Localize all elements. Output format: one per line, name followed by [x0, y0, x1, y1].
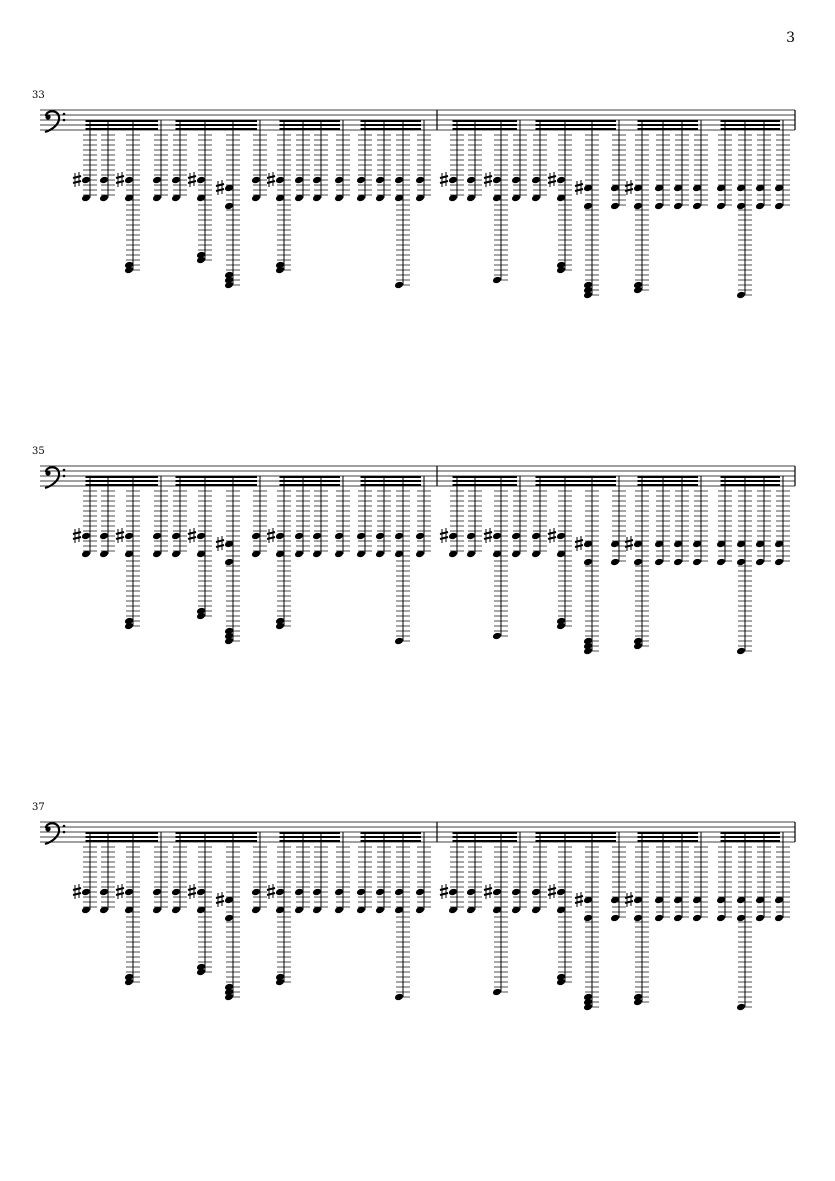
beam: [280, 124, 341, 126]
beam: [176, 124, 258, 126]
beam: [638, 840, 699, 842]
beam: [453, 480, 518, 482]
beam: [280, 840, 341, 842]
staff-system-graphics-3: [40, 822, 795, 1011]
note-head: [152, 888, 162, 897]
beam: [280, 832, 341, 834]
sharp-icon: [73, 884, 81, 899]
note-head: [394, 888, 404, 897]
sharp-icon: [575, 180, 583, 195]
staff-system-graphics-1: [40, 110, 795, 299]
sharp-icon: [116, 172, 124, 187]
note-head: [673, 914, 683, 923]
note-head: [394, 532, 404, 541]
note-head: [466, 888, 476, 897]
note-head: [692, 914, 702, 923]
note-head: [99, 888, 109, 897]
note-head: [356, 532, 366, 541]
note-head: [448, 888, 458, 897]
sharp-icon: [625, 536, 633, 551]
beam: [86, 124, 159, 126]
beam: [86, 476, 159, 478]
beam: [536, 124, 617, 126]
note-head: [492, 988, 502, 997]
beam: [453, 128, 518, 130]
note-head: [492, 532, 502, 541]
sharp-icon: [484, 172, 492, 187]
beam: [721, 836, 781, 838]
note-head: [492, 276, 502, 285]
note-head: [356, 176, 366, 185]
measure-number: 37: [32, 802, 45, 813]
beam: [536, 480, 617, 482]
note-head: [171, 176, 181, 185]
note-head: [610, 202, 620, 211]
note-head: [736, 1003, 746, 1012]
note-head: [654, 914, 664, 923]
note-head: [673, 558, 683, 567]
note-head: [583, 558, 593, 567]
sharp-icon: [548, 884, 556, 899]
beam: [361, 836, 422, 838]
note-head: [196, 532, 206, 541]
beam: [86, 120, 159, 122]
note-head: [334, 888, 344, 897]
note-head: [275, 888, 285, 897]
beam: [361, 476, 422, 478]
note-head: [692, 202, 702, 211]
note-head: [774, 914, 784, 923]
note-head: [736, 914, 746, 923]
beam: [361, 120, 422, 122]
beam: [280, 476, 341, 478]
note-head: [394, 993, 404, 1002]
sharp-icon: [188, 172, 196, 187]
note-head: [171, 888, 181, 897]
sharp-icon: [440, 172, 448, 187]
note-head: [774, 202, 784, 211]
beam: [280, 120, 341, 122]
sharp-icon: [267, 172, 275, 187]
beam: [721, 832, 781, 834]
beam: [176, 836, 258, 838]
beam: [361, 480, 422, 482]
beam: [280, 480, 341, 482]
note-head: [251, 176, 261, 185]
sharp-icon: [116, 884, 124, 899]
note-head: [556, 176, 566, 185]
sharp-icon: [116, 528, 124, 543]
note-head: [583, 202, 593, 211]
note-head: [81, 532, 91, 541]
note-head: [633, 558, 643, 567]
note-head: [673, 202, 683, 211]
note-head: [124, 888, 134, 897]
note-head: [394, 176, 404, 185]
beam: [86, 480, 159, 482]
note-head: [375, 532, 385, 541]
note-head: [716, 914, 726, 923]
beam: [536, 836, 617, 838]
beam: [176, 840, 258, 842]
sharp-icon: [73, 172, 81, 187]
sharp-icon: [575, 892, 583, 907]
beam: [176, 480, 258, 482]
sharp-icon: [188, 528, 196, 543]
beam: [453, 840, 518, 842]
note-head: [531, 532, 541, 541]
beam: [176, 476, 258, 478]
beam: [638, 836, 699, 838]
beam: [721, 124, 781, 126]
note-head: [124, 532, 134, 541]
beam: [638, 120, 699, 122]
note-head: [81, 176, 91, 185]
note-head: [736, 558, 746, 567]
note-head: [511, 532, 521, 541]
sharp-icon: [440, 528, 448, 543]
beam: [86, 840, 159, 842]
note-head: [716, 558, 726, 567]
note-head: [692, 558, 702, 567]
note-head: [152, 532, 162, 541]
note-head: [375, 888, 385, 897]
note-head: [716, 202, 726, 211]
beam: [721, 120, 781, 122]
note-head: [196, 888, 206, 897]
sharp-icon: [548, 172, 556, 187]
note-head: [251, 888, 261, 897]
beam: [361, 128, 422, 130]
staff-system-graphics-2: [40, 466, 795, 655]
note-head: [755, 914, 765, 923]
note-head: [224, 202, 234, 211]
sharp-icon: [216, 180, 224, 195]
beam: [536, 484, 617, 486]
sharp-icon: [267, 884, 275, 899]
beam: [638, 124, 699, 126]
sharp-icon: [484, 528, 492, 543]
beam: [453, 476, 518, 478]
beam: [536, 120, 617, 122]
note-head: [312, 176, 322, 185]
beam: [361, 832, 422, 834]
sharp-icon: [625, 892, 633, 907]
beam: [638, 128, 699, 130]
beam: [86, 484, 159, 486]
beam: [86, 836, 159, 838]
note-head: [774, 558, 784, 567]
bass-clef-icon: [45, 467, 65, 488]
beam: [638, 480, 699, 482]
note-head: [275, 176, 285, 185]
note-head: [251, 532, 261, 541]
beam: [176, 128, 258, 130]
note-head: [633, 914, 643, 923]
bass-clef-icon: [45, 111, 65, 132]
beam: [453, 832, 518, 834]
note-head: [610, 914, 620, 923]
note-head: [415, 888, 425, 897]
beam: [638, 476, 699, 478]
beam: [536, 476, 617, 478]
note-head: [294, 888, 304, 897]
note-head: [448, 176, 458, 185]
note-head: [224, 914, 234, 923]
note-head: [556, 532, 566, 541]
note-head: [492, 632, 502, 641]
beam: [453, 124, 518, 126]
sharp-icon: [267, 528, 275, 543]
note-head: [375, 176, 385, 185]
note-head: [531, 176, 541, 185]
sharp-icon: [216, 892, 224, 907]
note-head: [736, 647, 746, 656]
note-head: [312, 888, 322, 897]
beam: [721, 480, 781, 482]
note-head: [466, 532, 476, 541]
note-head: [294, 176, 304, 185]
beam: [536, 128, 617, 130]
beam: [280, 836, 341, 838]
sharp-icon: [625, 180, 633, 195]
page-number: 3: [786, 30, 795, 46]
beam: [86, 832, 159, 834]
beam: [453, 120, 518, 122]
note-head: [466, 176, 476, 185]
note-head: [583, 914, 593, 923]
beam: [536, 840, 617, 842]
note-head: [334, 532, 344, 541]
note-head: [394, 281, 404, 290]
beam: [638, 484, 699, 486]
beam: [453, 484, 518, 486]
note-head: [294, 532, 304, 541]
beam: [86, 128, 159, 130]
beam: [721, 476, 781, 478]
beam: [453, 836, 518, 838]
note-head: [654, 558, 664, 567]
note-head: [448, 532, 458, 541]
note-head: [755, 558, 765, 567]
beam: [536, 832, 617, 834]
bass-clef-icon: [45, 823, 65, 844]
beam: [176, 832, 258, 834]
beam: [638, 832, 699, 834]
note-head: [492, 176, 502, 185]
beam: [721, 484, 781, 486]
note-head: [99, 176, 109, 185]
beam: [176, 120, 258, 122]
note-head: [511, 176, 521, 185]
note-head: [334, 176, 344, 185]
sharp-icon: [188, 884, 196, 899]
beam: [280, 128, 341, 130]
beam: [176, 484, 258, 486]
note-head: [511, 888, 521, 897]
note-head: [124, 176, 134, 185]
measure-number: 35: [32, 446, 45, 457]
note-head: [610, 558, 620, 567]
note-head: [356, 888, 366, 897]
sharp-icon: [440, 884, 448, 899]
note-head: [224, 558, 234, 567]
note-head: [736, 202, 746, 211]
sharp-icon: [484, 884, 492, 899]
beam: [721, 128, 781, 130]
note-head: [492, 888, 502, 897]
note-head: [633, 202, 643, 211]
note-head: [171, 532, 181, 541]
beam: [361, 124, 422, 126]
beam: [361, 840, 422, 842]
sharp-icon: [575, 536, 583, 551]
note-head: [312, 532, 322, 541]
beam: [721, 840, 781, 842]
note-head: [81, 888, 91, 897]
note-head: [736, 291, 746, 300]
beam: [280, 484, 341, 486]
note-head: [415, 532, 425, 541]
beam: [361, 484, 422, 486]
note-head: [275, 532, 285, 541]
note-head: [654, 202, 664, 211]
note-head: [531, 888, 541, 897]
note-head: [755, 202, 765, 211]
note-head: [152, 176, 162, 185]
note-head: [556, 888, 566, 897]
note-head: [394, 637, 404, 646]
note-head: [99, 532, 109, 541]
note-head: [415, 176, 425, 185]
sharp-icon: [73, 528, 81, 543]
measure-number: 33: [32, 90, 45, 101]
sharp-icon: [216, 536, 224, 551]
note-head: [196, 176, 206, 185]
sharp-icon: [548, 528, 556, 543]
